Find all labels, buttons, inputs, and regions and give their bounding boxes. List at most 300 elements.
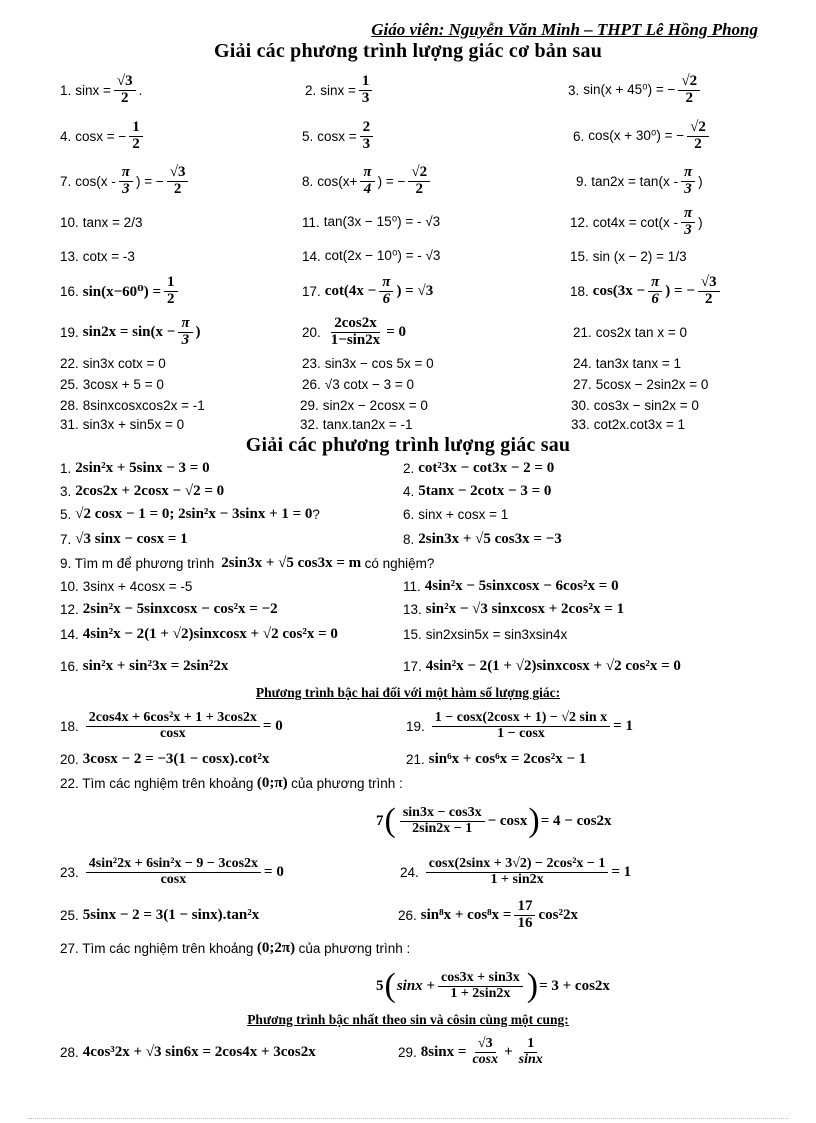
math-text: 29. <box>300 397 319 413</box>
s3-row-3 <box>0 770 816 796</box>
math-text: 4. <box>60 128 72 144</box>
s1-item-8 <box>302 161 433 201</box>
math-text: ) = − <box>135 173 164 189</box>
math-text: = 3 + cos2x <box>539 977 610 994</box>
math-text: 7 <box>376 812 384 829</box>
math-text: 5tanx − 2cotx − 3 = 0 <box>418 483 552 499</box>
exercise-item <box>300 395 428 415</box>
section1-title: Giải các phương trình lượng giác cơ bản sau <box>213 40 603 62</box>
math-text: 4. <box>403 484 415 499</box>
math-text: 8sinxcosxcos2x = -1 <box>82 397 205 413</box>
math-text: 7. <box>60 531 72 547</box>
exercise-item <box>60 704 283 748</box>
math-text: = 0 <box>386 323 406 340</box>
math-text: 10. <box>60 214 79 230</box>
math-text: 18. <box>60 718 79 734</box>
fraction <box>178 316 192 349</box>
exercise-item <box>403 597 624 621</box>
math-text: 2 <box>121 89 129 106</box>
math-text: 1 + 2sin2x <box>450 985 511 1001</box>
fraction <box>698 275 720 308</box>
math-text: 3. <box>60 484 72 499</box>
s3-row-5 <box>0 850 816 894</box>
math-text: ) <box>195 323 201 340</box>
math-text: 21. <box>406 751 425 767</box>
math-text: 2cos4x + 6cos²x + 1 + 3cos2x <box>86 711 260 727</box>
math-text: 12. <box>570 214 589 230</box>
fraction <box>86 711 260 741</box>
s1-item-6 <box>573 116 712 156</box>
math-text: 2. <box>403 461 415 476</box>
math-text: 1 <box>359 74 373 91</box>
fraction <box>678 74 700 107</box>
math-text: 2 <box>694 135 702 152</box>
exercise-item <box>60 770 403 796</box>
exercise-item <box>398 1030 549 1074</box>
fraction <box>86 857 261 887</box>
math-text: 5cosx − 2sin2x = 0 <box>595 377 709 392</box>
math-text: cos(x + 30⁰) = − <box>588 128 685 143</box>
math-text: 2sin²x − 5sinxcosx − cos²x = −2 <box>82 600 278 617</box>
math-text: π <box>681 206 695 223</box>
math-text: 9. <box>576 173 588 189</box>
s1-item-13 <box>60 236 135 276</box>
math-text: 25. <box>60 377 79 392</box>
fraction <box>514 899 535 932</box>
s2-row-8 <box>0 620 816 648</box>
section4-subtitle: Phương trình bậc nhất theo sin và côsin cùng một cung: <box>247 1012 569 1027</box>
s1-item-19 <box>60 312 201 352</box>
math-text: tanx = 2/3 <box>82 214 143 230</box>
math-text: 2 <box>704 290 713 307</box>
math-text: cos(3x − <box>592 282 646 299</box>
exercise-item <box>60 748 269 770</box>
s1-item-17 <box>302 271 433 311</box>
math-text: 27. <box>573 377 592 392</box>
math-text: sin2x − 2cosx = 0 <box>322 397 428 413</box>
math-text: sin(x + 45⁰) = − <box>583 82 676 97</box>
math-text: tan(3x − 15⁰) = - √3 <box>323 214 441 229</box>
math-text: π <box>648 275 662 292</box>
exercise-item <box>573 353 681 374</box>
math-text: 33. <box>571 416 590 432</box>
exercise-item <box>403 575 619 597</box>
math-text: 3. <box>568 82 580 98</box>
math-text: cot2x.cot3x = 1 <box>593 416 685 432</box>
s1-row-9 <box>0 374 816 395</box>
math-text: 4sin²x − 5sinxcosx − 6cos²x = 0 <box>424 577 619 594</box>
s1-item-20 <box>302 312 406 352</box>
exercise-item <box>376 962 610 1010</box>
math-text: 1−sin2x <box>330 331 381 348</box>
math-text: 13. <box>403 601 422 617</box>
math-text: 11. <box>403 578 421 594</box>
math-text: 2sin2x − 1 <box>412 820 473 836</box>
s1-item-21 <box>573 312 687 352</box>
math-text: 16. <box>60 283 79 299</box>
math-text: sin2x = sin(x − <box>82 323 176 340</box>
s1-item-3 <box>568 70 703 110</box>
math-text: ) <box>698 214 703 230</box>
fraction <box>359 74 373 107</box>
exercise-item <box>571 395 699 415</box>
s2-row-2 <box>0 480 816 503</box>
math-text: 14. <box>302 248 321 264</box>
math-text: 6 <box>651 290 659 307</box>
math-text: 6. <box>573 128 585 144</box>
s3-row-7 <box>0 935 816 961</box>
fraction <box>469 1037 501 1067</box>
math-text: (0;2π) <box>256 939 296 956</box>
math-text: sin (x − 2) = 1/3 <box>592 248 687 264</box>
math-text: = 0 <box>262 717 283 734</box>
s1-item-5 <box>302 116 376 156</box>
math-text: 3 <box>362 135 371 152</box>
math-text: √2 <box>687 120 709 137</box>
math-text: sinx <box>518 1051 543 1067</box>
fraction <box>114 74 136 107</box>
math-text: 2 <box>685 89 693 106</box>
math-text: π <box>119 165 133 182</box>
math-text: = 1 <box>611 863 632 880</box>
fraction <box>408 165 430 198</box>
math-text: sin2xsin5x = sin3xsin4x <box>425 626 568 642</box>
fraction <box>360 120 374 153</box>
section3-subtitle: Phương trình bậc hai đối với một hàm số lượng giác: <box>255 685 561 700</box>
math-text: 9. Tìm m để phương trình <box>60 556 215 571</box>
teacher-header: Giáo viên: Nguyễn Văn Minh – THPT Lê Hồng Phong <box>371 20 758 39</box>
math-text: π <box>360 165 374 182</box>
math-text: 2 <box>173 180 182 197</box>
math-text: 4sin²2x + 6sin²x − 9 − 3cos2x <box>86 857 261 873</box>
math-text: 27. Tìm các nghiệm trên khoảng <box>60 940 254 956</box>
exercise-item <box>573 374 708 395</box>
math-text: cos2x tan x = 0 <box>595 324 687 340</box>
math-text: sin²x + sin²3x = 2sin²2x <box>82 657 229 674</box>
s1-row-5 <box>0 236 816 276</box>
fraction <box>379 275 393 308</box>
math-text: 2sin²x + 5sinx − 3 = 0 <box>75 460 210 476</box>
math-text: 1. <box>60 461 72 476</box>
math-text: √2 cosx − 1 = 0; 2sin²x − 3sinx + 1 = 0 <box>75 506 313 522</box>
math-text: 30. <box>571 397 590 413</box>
math-text: cot(4x − <box>324 282 377 299</box>
math-text: sinx + <box>396 977 435 994</box>
math-text: π <box>681 165 695 182</box>
math-text: ? <box>312 507 320 522</box>
exercise-item <box>403 652 681 680</box>
math-text: 8. <box>403 531 415 547</box>
math-text: 26. <box>302 377 321 392</box>
section2-title: Giải các phương trình lượng giác sau <box>245 434 571 456</box>
bracket: ( <box>384 802 396 839</box>
math-text: cot4x = cot(x - <box>592 214 678 230</box>
math-text: 5. <box>302 128 314 144</box>
math-text: 2 <box>360 120 374 137</box>
math-text: 3sinx + 4cosx = -5 <box>82 578 193 594</box>
math-text: (1 + √2) <box>144 625 194 642</box>
math-text: 2sin3x + √5 cos3x = −3 <box>418 530 562 547</box>
math-text: = 4 − cos2x <box>540 812 612 829</box>
s1-item-4 <box>60 116 146 156</box>
s1-row-3 <box>0 161 816 201</box>
math-text: (1 + √2) <box>487 657 537 674</box>
exercise-item <box>403 527 562 551</box>
math-text: cos3x − sin2x = 0 <box>593 397 699 413</box>
math-text: = 1 <box>613 717 633 734</box>
math-text: sin⁶x + cos⁶x = 2cos²x − 1 <box>428 750 587 767</box>
fraction <box>360 165 374 198</box>
exercise-item <box>60 652 228 680</box>
math-text: 15. <box>570 248 589 264</box>
math-text: ) = − <box>665 282 695 299</box>
exercise-item <box>300 414 412 434</box>
s1-item-2 <box>305 70 375 110</box>
math-text: cotx = -3 <box>82 248 135 264</box>
math-text: 1 <box>129 120 143 137</box>
s1-row-1 <box>0 70 816 110</box>
math-text: sinx = <box>320 82 356 98</box>
math-text: sinxcosx + √2 cos²x = 0 <box>536 657 681 674</box>
math-text: 17. <box>403 658 422 674</box>
item-number: 1. <box>60 82 72 98</box>
exercise-item <box>403 503 508 526</box>
fraction <box>167 165 189 198</box>
math-text: 1 + sin2x <box>490 871 544 887</box>
exercise-item <box>60 527 188 551</box>
s1-row-8 <box>0 353 816 374</box>
s3-row-6 <box>0 895 816 935</box>
math-text: √3 sinx − cosx = 1 <box>75 530 188 547</box>
math-text: 8. <box>302 173 314 189</box>
math-text: 11. <box>302 214 320 230</box>
math-text: 3 <box>122 180 130 197</box>
fraction <box>129 120 143 153</box>
math-text: cosx = <box>317 128 357 144</box>
math-text: = 0 <box>264 863 284 880</box>
s2-row-3 <box>0 503 816 526</box>
s2-row-4 <box>0 527 816 551</box>
s2-row-7 <box>0 597 816 621</box>
exercise-item <box>60 353 166 374</box>
s2-row-1 <box>0 457 816 480</box>
s1-row-6 <box>0 271 816 311</box>
math-text: π <box>178 316 192 333</box>
math-text: 5sinx − 2 = 3(1 − sinx).tan²x <box>82 906 260 923</box>
math-text: cosx <box>472 1051 499 1067</box>
math-text: 2cos2x + 2cosx − √2 = 0 <box>75 483 225 499</box>
math-text: sinx = <box>75 82 111 98</box>
math-text: 1 <box>524 1037 537 1053</box>
math-text: cot²3x − cot3x − 2 = 0 <box>418 460 555 476</box>
fraction <box>400 806 485 836</box>
math-text: sinx + cosx = 1 <box>418 507 509 522</box>
exercise-item <box>403 457 554 480</box>
exercise-item <box>60 597 278 621</box>
math-text: 19. <box>60 324 79 340</box>
math-text: 10. <box>60 578 79 594</box>
math-text: . <box>138 82 143 98</box>
s1-item-9 <box>576 161 703 201</box>
math-text: √3 <box>167 165 189 182</box>
exercise-item <box>60 414 184 434</box>
math-text: 3 <box>684 221 692 238</box>
s2-row-6 <box>0 575 816 597</box>
math-text: 16 <box>517 914 533 931</box>
bracket: ) <box>526 967 539 1004</box>
math-text: sin3x cotx = 0 <box>82 356 166 371</box>
math-text: cos3x + sin3x <box>438 971 523 987</box>
fraction <box>681 165 695 198</box>
math-text: sin(x−60⁰) = <box>82 283 162 300</box>
math-text: √3 cotx − 3 = 0 <box>324 377 414 392</box>
math-text: √3 <box>698 275 720 292</box>
exercise-item <box>302 353 434 374</box>
exercise-item <box>60 850 284 894</box>
math-text: sin⁸x + cos⁸x = <box>420 906 512 923</box>
math-text: cosx = − <box>75 128 127 144</box>
exercise-item <box>60 457 210 480</box>
math-text: 14. <box>60 626 79 642</box>
exercise-item <box>60 480 224 503</box>
math-text: 4sin²x − 2 <box>82 625 145 642</box>
math-text: 28. <box>60 397 79 413</box>
s3-row-4 <box>0 796 816 846</box>
exercise-item <box>60 1030 316 1074</box>
math-text: cosx <box>160 871 187 887</box>
math-text: 4cos³2x + √3 sin6x = 2cos4x + 3cos2x <box>82 1043 316 1060</box>
exercise-item <box>60 935 410 961</box>
fraction <box>681 206 695 239</box>
math-text: sin3x − cos 5x = 0 <box>324 356 434 371</box>
math-text: 3 <box>181 331 190 348</box>
math-text: √3 <box>114 74 136 91</box>
math-text: tan2x = tan(x - <box>591 173 678 189</box>
exercise-item <box>60 374 164 395</box>
s3-row-1 <box>0 704 816 748</box>
math-text: √2 <box>408 165 430 182</box>
exercise-item <box>376 796 612 846</box>
math-text: 23. <box>60 864 79 880</box>
math-text: ) <box>698 173 703 189</box>
exercise-item <box>571 414 685 434</box>
s1-row-7 <box>0 312 816 352</box>
math-text: 1 <box>164 275 178 292</box>
math-text: 26. <box>398 907 417 923</box>
exercise-item <box>60 395 205 415</box>
math-text: 23. <box>302 356 321 371</box>
s3-row-2 <box>0 748 816 770</box>
math-text: 13. <box>60 248 79 264</box>
math-text: cosx <box>160 725 186 741</box>
math-text: − cosx <box>487 812 528 829</box>
exercise-item <box>403 620 567 648</box>
math-text: 2. <box>305 82 317 98</box>
math-text: sin3x + sin5x = 0 <box>82 416 185 432</box>
math-text: + <box>504 1043 513 1060</box>
math-text: 6 <box>382 290 391 307</box>
math-text: √3 <box>475 1037 496 1053</box>
exercise-item <box>406 748 586 770</box>
math-text: 5. <box>60 507 72 522</box>
math-text: 3 <box>361 89 370 106</box>
math-text: √2 <box>678 74 700 91</box>
s2-row-9 <box>0 652 816 680</box>
s1-row-2 <box>0 116 816 156</box>
math-text: tanx.tan2x = -1 <box>322 416 413 432</box>
math-text: 2sin3x + √5 cos3x = m <box>221 555 362 571</box>
math-text: sinxcosx + √2 cos²x = 0 <box>193 625 338 642</box>
math-text: 25. <box>60 907 79 923</box>
s1-item-14 <box>302 236 440 276</box>
s1-row-10 <box>0 395 816 415</box>
math-text: 17 <box>514 899 535 916</box>
exercise-item <box>60 895 259 935</box>
exercise-item <box>302 374 414 395</box>
s1-item-15 <box>570 236 687 276</box>
s4-row-1 <box>0 1030 816 1074</box>
math-text: 3cosx + 5 = 0 <box>82 377 164 392</box>
math-text: 4 <box>363 180 372 197</box>
math-text: 3cosx − 2 = −3(1 − cosx).cot²x <box>82 750 270 767</box>
math-text: 6. <box>403 507 415 522</box>
math-text: 1 − cosx(2cosx + 1) − √2 sin x <box>432 711 610 727</box>
s1-item-7 <box>60 161 191 201</box>
s1-item-16 <box>60 271 181 311</box>
math-text: ) = − <box>377 173 406 189</box>
math-text: có nghiệm? <box>364 556 435 571</box>
math-text: 19. <box>406 718 425 734</box>
math-text: 20. <box>302 324 321 340</box>
bracket: ( <box>384 967 396 1004</box>
math-text: 20. <box>60 751 79 767</box>
math-text: 22. Tìm các nghiệm trên khoảng <box>60 775 254 791</box>
math-text: 24. <box>573 356 592 371</box>
math-text: (0;π) <box>256 774 288 791</box>
bracket: ) <box>528 802 540 839</box>
math-text: tan3x tanx = 1 <box>595 356 681 371</box>
math-text: cos(x - <box>75 173 116 189</box>
exercise-item <box>60 503 320 526</box>
math-text: 29. <box>398 1044 417 1060</box>
s3-row-8 <box>0 962 816 1010</box>
math-text: 5 <box>376 977 384 994</box>
fraction <box>328 316 383 349</box>
math-text: 3 <box>684 180 692 197</box>
math-text: 7. <box>60 173 72 189</box>
math-text: 28. <box>60 1044 79 1060</box>
fraction <box>432 711 610 741</box>
s1-row-11 <box>0 414 816 434</box>
math-text: 4sin²x − 2 <box>425 657 488 674</box>
math-text: 22. <box>60 356 79 371</box>
fraction <box>648 275 662 308</box>
math-text: 1 − cosx <box>497 725 545 741</box>
s1-item-18 <box>570 271 723 311</box>
math-text: 32. <box>300 416 319 432</box>
math-text: 12. <box>60 601 79 617</box>
exercise-item <box>60 552 434 575</box>
math-text: 16. <box>60 658 79 674</box>
s2-row-5 <box>0 552 816 575</box>
fraction <box>164 275 178 308</box>
fraction <box>426 857 609 887</box>
math-text: ) = √3 <box>396 282 434 299</box>
math-text: 17. <box>302 283 321 299</box>
math-text: của phương trình : <box>291 775 403 791</box>
math-text: 2 <box>167 290 175 307</box>
math-text: cos(x+ <box>317 173 358 189</box>
